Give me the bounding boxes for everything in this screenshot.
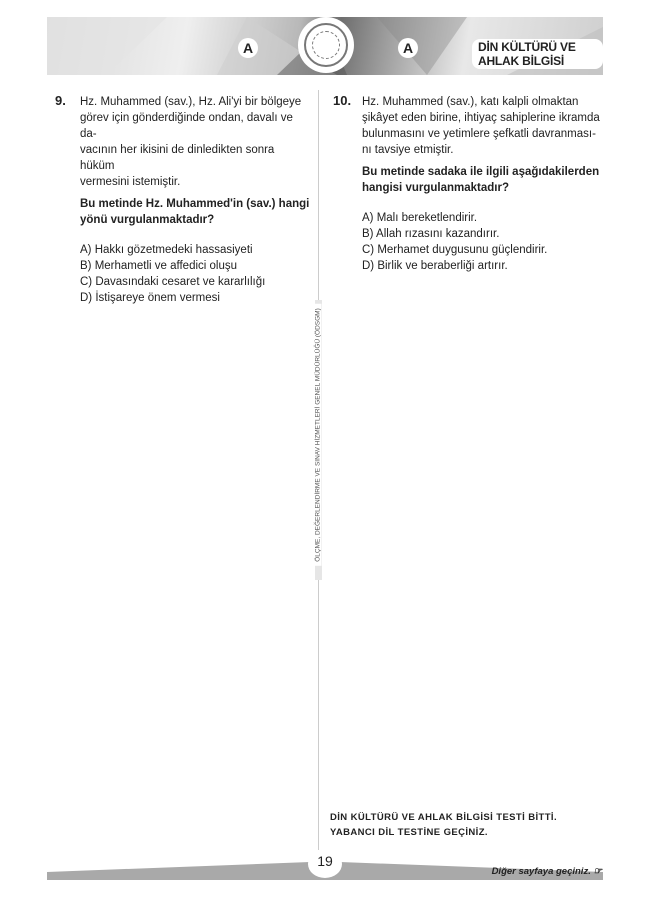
stem-line: vacının her ikisini de dinledikten sonra hüküm xyxy=(80,144,275,172)
option-b[interactable]: B) Merhametli ve affedici oluşu xyxy=(80,260,238,272)
question-stem xyxy=(362,94,612,158)
question-stem xyxy=(80,94,312,190)
prompt-line: Bu metinde sadaka ile ilgili aşağıdakilerden xyxy=(362,166,600,178)
question-number: 10. xyxy=(333,93,352,108)
stem-line: Hz. Muhammed (sav.), Hz. Ali'yi bir bölgeye xyxy=(80,96,302,108)
question-prompt xyxy=(362,164,612,196)
question-10 xyxy=(362,94,612,274)
option-c[interactable]: C) Merhamet duygusunu güçlendirir. xyxy=(362,244,548,256)
next-page-note: Diğer sayfaya geçiniz. ☞ xyxy=(491,866,602,877)
prompt-line: Bu metinde Hz. Muhammed'in (sav.) hangi xyxy=(80,198,310,210)
prompt-line: yönü vurgulanmaktadır? xyxy=(80,214,215,226)
stem-line: nı tavsiye etmiştir. xyxy=(362,144,454,156)
question-9 xyxy=(80,94,312,306)
stem-line: bulunmasını ve yetimlere şefkatli davranması- xyxy=(362,128,596,140)
booklet-badge-right: A xyxy=(398,38,418,58)
option-c[interactable]: C) Davasındaki cesaret ve kararlılığı xyxy=(80,276,266,288)
option-a[interactable]: A) Hakkı gözetmedeki hassasiyeti xyxy=(80,244,253,256)
option-a[interactable]: A) Malı bereketlendirir. xyxy=(362,212,478,224)
end-note-line: YABANCI DİL TESTİNE GEÇİNİZ. xyxy=(330,827,488,838)
stem-line: vermesini istemiştir. xyxy=(80,176,181,188)
question-prompt xyxy=(80,196,312,228)
stem-line: Hz. Muhammed (sav.), katı kalpli olmaktan xyxy=(362,96,579,108)
option-d[interactable]: D) Birlik ve beraberliği artırır. xyxy=(362,260,508,272)
stem-line: görev için gönderdiğinde ondan, davalı ve da- xyxy=(80,112,293,140)
question-number: 9. xyxy=(55,93,66,108)
stem-line: şikâyet eden birine, ihtiyaç sahiplerine ikramda xyxy=(362,112,600,124)
end-note-line: DİN KÜLTÜRÜ VE AHLAK BİLGİSİ TESTİ BİTTİ. xyxy=(330,812,557,823)
option-d[interactable]: D) İstişareye önem vermesi xyxy=(80,292,220,304)
end-of-test-note xyxy=(330,810,557,840)
prompt-line: hangisi vurgulanmaktadır? xyxy=(362,182,509,194)
subject-title: DİN KÜLTÜRÜ VE AHLAK BİLGİSİ xyxy=(472,39,603,69)
option-b[interactable]: B) Allah rızasını kazandırır. xyxy=(362,228,500,240)
booklet-badge-left: A xyxy=(238,38,258,58)
ministry-seal-logo xyxy=(298,17,354,73)
side-text: ÖLÇME, DEĞERLENDİRME VE SINAV HİZMETLERİ GENEL MÜDÜRLÜĞÜ (ÖDSGM) xyxy=(315,304,322,566)
page-number: 19 xyxy=(317,853,333,869)
